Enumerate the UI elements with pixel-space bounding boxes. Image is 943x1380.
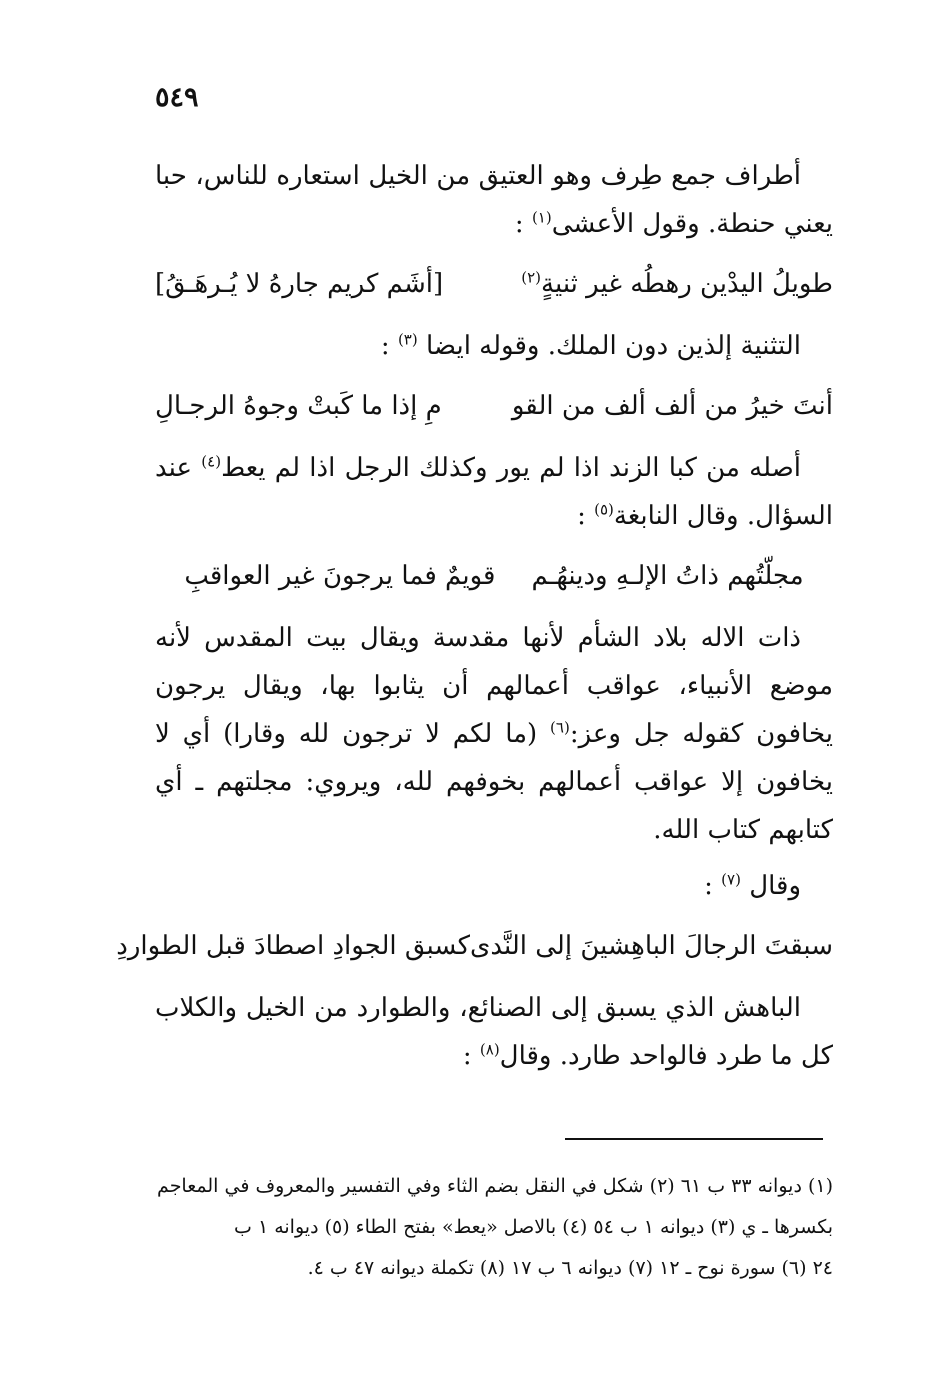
footnote-ref: (٥) <box>594 500 614 519</box>
verse-first-hemistich: سبقتَ الرجالَ الباهِشينَ إلى النَّدى <box>469 931 833 961</box>
main-text <box>116 152 833 1088</box>
footnote-ref: (٢) <box>521 268 542 287</box>
verse-second-hemistich: كسبق الجوادِ اصطادَ قبل الطواردِ <box>116 931 470 961</box>
footnote-ref: (٧) <box>721 870 741 889</box>
footnote-ref: (٣) <box>397 330 418 349</box>
footnote-line: ٢٤ (٦) سورة نوح ـ ١٢ (٧) ديوانه ٦ ب ١٧ (٨) تكملة ديوانه ٤٧ ب ٤. <box>307 1257 833 1279</box>
commentary-paragraph: أطراف جمع طِرف وهو العتيق من الخيل استعاره للناس، حبا يعني حنطة. وقول الأعشى$^{(١)}$ : <box>155 161 833 239</box>
verse-first-hemistich: أنتَ خيرُ من ألف ألف من القو <box>511 391 833 421</box>
page-number: ٥٤٩ <box>155 82 199 113</box>
verse-second-hemistich: [أشَم كريم جارهُ لا يُـرهَـقُ] <box>155 269 444 299</box>
footnote-ref: (٨) <box>479 1040 500 1059</box>
commentary-paragraph: ذات الاله بلاد الشأم لأنها مقدسة ويقال بيت المقدس لأنه موضع الأنبياء، عواقب أعمالهم أن يثابوا بها، ويقال يرجون يخافون كقوله جل وعز:$^{(٦)}$ (ما لكم لا ترجون لله وقارا) أي لا يخافون إلا عواقب أعمالهم بخوفهم لله، ويروي: مجلتهم ـ أي كتابهم كتاب الله. <box>155 623 833 845</box>
verse-first-hemistich: مجلّتُهم ذاتُ الإلـهِ ودينهُـم <box>531 561 804 591</box>
verse-line <box>155 382 833 430</box>
verse-second-hemistich: مِ إذا ما كَبتْ وجوهُ الرجـالِ <box>155 391 442 421</box>
verse-line <box>155 552 833 600</box>
verse-line <box>116 922 833 970</box>
footnote-ref: (٤) <box>201 452 222 471</box>
verse-first-hemistich: طويلُ اليدْين رهطُه غير ثنيةٍ$^{(٢)}$ <box>521 268 833 299</box>
verse-line <box>155 260 833 308</box>
commentary-paragraph: وقال $^{(٧)}$ : <box>704 870 801 901</box>
footnote-ref: (٦) <box>550 718 570 737</box>
commentary-paragraph: الباهش الذي يسبق إلى الصنائع، والطوارد من الخيل والكلاب كل ما طرد فالواحد طارد. وقال$^{(٨)}$ : <box>155 993 833 1071</box>
verse-second-hemistich: قويمٌ فما يرجونَ غير العواقبِ <box>184 561 496 591</box>
footnote-line: (١) ديوانه ٣٣ ب ٦١ (٢) شكل في النقل بضم الثاء وفي التفسير والمعروف في المعاجم <box>157 1175 833 1197</box>
footnotes <box>155 1166 833 1289</box>
footnote-divider <box>565 1138 823 1140</box>
commentary-paragraph: أصله من كبا الزند اذا لم يور وكذلك الرجل اذا لم يعط$^{(٤)}$ عند السؤال. وقال النابغة$^{(٥)}$ : <box>155 452 833 531</box>
commentary-paragraph: التثنية إلذين دون الملك. وقوله ايضا $^{(٣)}$ : <box>380 330 801 361</box>
footnote-ref: (١) <box>531 208 552 227</box>
footnote-line: بكسرها ـ ي (٣) ديوانه ١ ب ٥٤ (٤) بالاصل «يعط» بفتح الطاء (٥) ديوانه ١ ب <box>234 1216 833 1238</box>
